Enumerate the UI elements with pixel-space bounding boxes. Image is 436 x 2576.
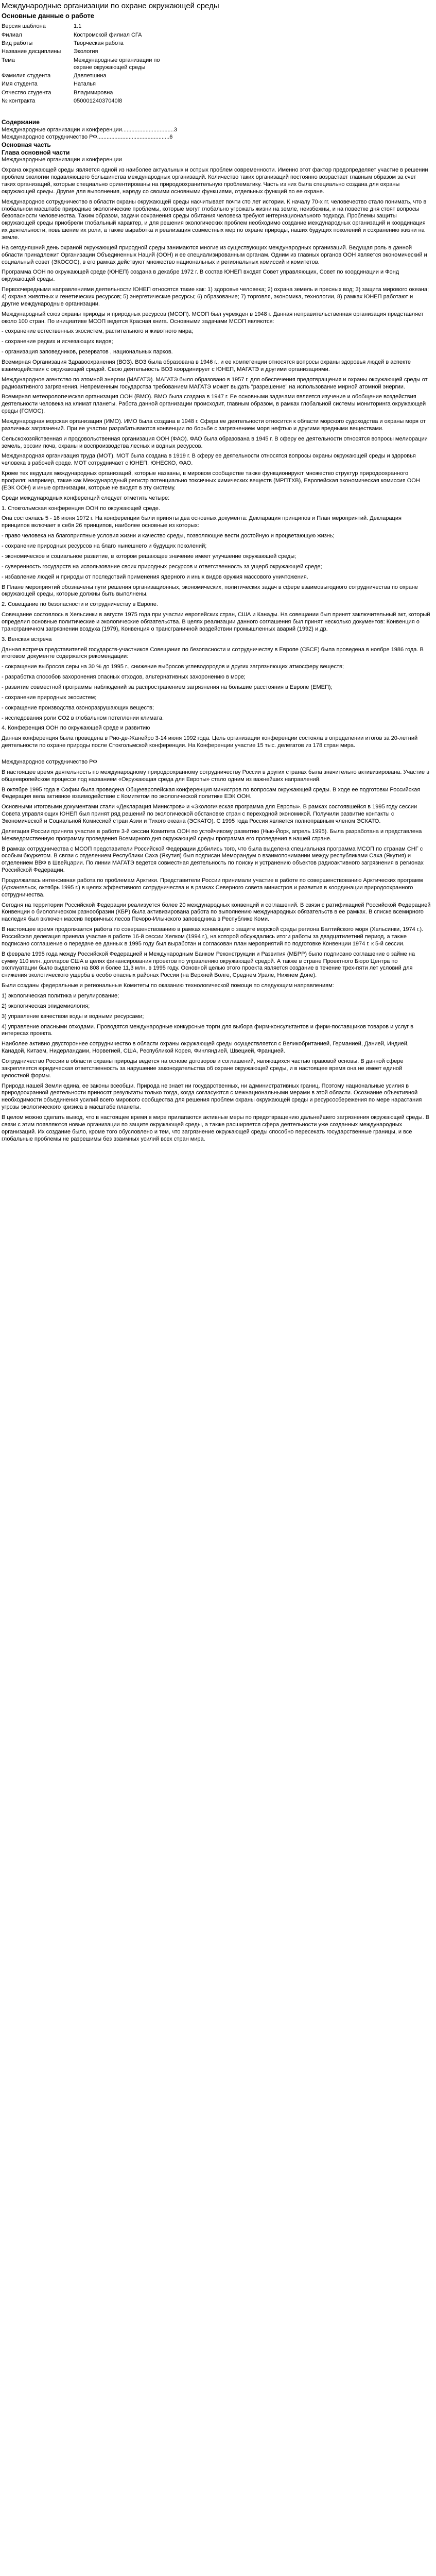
paragraph: Международное сотрудничество в области охраны окружающей среды насчитывает почти сто лет истории. К началу 70-х гг. человечество стало понимать, что в глобальном масштабе природные экологические проблемы, которые могут глобально угрожать жизни на земле, неизбежны, и на повестке дня стоят вопросы безопасности человечества. Таким образом, задачи сохранения среды обитания человека требуют интернационального подхода. Проблемы защиты окружающей среды приобрели глобальный характер, и для решения экологических проблем необходимо создание международных организаций и координация их деятельности, повышение их роли, а также выработка и реализация совместных мер по охране природы, наших будущих поколений и сохранению жизни на земле.: [2, 198, 427, 241]
paragraph: Международные организации и конференции: [2, 157, 122, 163]
paragraph: 2. Совещание по безопасности и сотрудничеству в Европе.: [2, 601, 158, 608]
paragraph: Международное сотрудничество РФ: [2, 758, 97, 765]
meta-value: Давлетшина: [74, 73, 107, 79]
main-heading: Основная часть: [2, 141, 51, 149]
paragraph: - суверенность государств на использование своих природных ресурсов и ответственность за ущерб окружающей среде;: [2, 563, 322, 570]
meta-value: 05000124037040l8: [74, 98, 123, 105]
paragraph: 3. Венская встреча: [2, 636, 52, 642]
paragraph: Основными итоговыми документами стали «Декларация Министров» и «Экологическая программа для Европы». В рамках состоявшейся в 1995 году сессии Совета управляющих ЮНЕП был принят ряд решений по экологической обстановке стран с переходной экономикой. Получили развитие контакты с Экономической и Социальной Комиссией стран Азии и Тихого океана (ЭСКАТО). С 1995 года Россия является полноправным членом ЭСКАТО.: [2, 804, 417, 824]
document-title: Международные организации по охране окружающей среды: [2, 2, 219, 10]
paragraph: Данная конференция была проведена в Рио-де-Жанейро 3-14 июня 1992 года. Цель организации конференции состояла в определении итогов за 20-летний деятельности по охране природы после Стокгольмской конференции. На Конференции участие 15 тыс. делегатов из 178 стран мира.: [2, 735, 418, 749]
toc-heading: Содержание: [2, 118, 40, 126]
paragraph: Первоочередными направлениями деятельности ЮНЕП относятся такие как: 1) здоровье человека; 2) охрана земель и пресных вод; 3) защита мирового океана; 4) охрана животных и генетических ресурсов; 5) энергетические ресурсы; 6) образование; 7) торговля, экономика, технологии, 8) рамках ЮНЕП работают и другие международные организации.: [2, 286, 429, 307]
paragraph: Сельскохозяйственная и продовольственная организация ООН (ФАО). ФАО была образована в 1945 г. В сферу ее деятельности относятся вопросы мелиорации земель, эрозии почв, охраны и воспроизводства лесных и водных ресурсов.: [2, 435, 428, 449]
paragraph: - разработка способов захоронения опасных отходов, альтернативных захоронению в море;: [2, 674, 246, 681]
paragraph: - сохранение редких и исчезающих видов;: [2, 338, 113, 345]
meta-key: № контракта: [2, 98, 36, 105]
paragraph: Совещание состоялось в Хельсинки в августе 1975 года при участии европейских стран, США и Канады. На совещании был принят заключительный акт, который определил основные политические и экологические обязательства. В целях реализации данного соглашения был принят несколько документов: Конвенция о трансграничном загрязнении воздуха (1979), Конвенция о трансграничной воздействии промышленных аварий (1992) и др.: [2, 612, 430, 632]
meta-value: Творческая работа: [74, 40, 124, 46]
paragraph: В феврале 1995 года между Российской Федерацией и Международным Банком Реконструкции и Развития (МБРР) было подписано соглашение о займе на сумму 110 млн. долларов США в целях финансирования проектов по управлению окружающей средой. А также в стране Проектного Бюро Центра по эксплуатации было выделено на 808 и более 11,3 млн. в 1995 году. Основной целью этого проекта является создание в течение трех-пяти лет условий для снижения экологического ущерба в особо опасных районах России (на Верхней Волге, Среднем Урале, Нижнем Доне).: [2, 951, 415, 979]
meta-value: Экология: [74, 48, 98, 55]
chapter-heading: Глава основной части: [2, 149, 70, 157]
paragraph: 4) управление опасными отходами. Проводятся международные конкурсные торги для выбора фирм-консультантов и фирм-поставщиков товаров и услуг в интересах проекта.: [2, 1023, 414, 1037]
meta-row: [2, 31, 166, 39]
paragraph: 4. Конференция ООН по окружающей среде и развитию: [2, 725, 150, 732]
paragraph: Среди международных конференций следует отметить четыре:: [2, 495, 170, 501]
paragraph: 3) управление качеством воды и водными ресурсами;: [2, 1013, 144, 1020]
meta-value: Международные организации по охране окружающей среды: [74, 57, 160, 71]
paragraph: Международное агентство по атомной энергии (МАГАТЭ). МАГАТЭ было образовано в 1957 г. для обеспечения предотвращения и охраны окружающей среды от радиоактивного загрязнения. Непременным государства требованием МАГАТЭ может выдать "разрешение" на использование мирной атомной энергии.: [2, 376, 428, 390]
meta-table: [2, 22, 166, 105]
paragraph: В Плане мероприятий обозначены пути решения организационных, экономических, политических задач в сфере взаимовыгодного сотрудничества по охране окружающей среды, которые должны быть выполнены.: [2, 584, 418, 598]
paragraph: В октябре 1995 года в Софии была проведена Общеевропейская конференция министров по вопросам окружающей среды. В ходе ее подготовки Российская Федерация вела активное взаимодействие с Комитетом по экологической политике ЕЭК ООН.: [2, 786, 421, 800]
meta-row: [2, 89, 166, 97]
paragraph: Делегация России приняла участие в работе 3-й сессии Комитета ООН по устойчивому развитию (Нью-Йорк, апрель 1995). Была разработана и представлена Межведомственную программу проведения Всемирного дня окружающей среды программа его проведения в нашей стране.: [2, 828, 422, 842]
paragraph: - развитие совместной программы наблюдений за распространением загрязнения на большие расстояния в Европе (ЕМЕП);: [2, 684, 333, 690]
meta-row: [2, 39, 166, 47]
section-spacer: [2, 753, 431, 759]
toc-entry[interactable]: Международное сотрудничество РФ..............................................6: [2, 134, 173, 141]
paragraph: Международная морская организация (ИМО). ИМО была создана в 1948 г. Сфера ее деятельности относится к области морского судоходства и охраны моря от различных загрязнений. При ее участии разрабатываются конвенции по борьбе с загрязнением моря нефтью и другими вредными веществами.: [2, 418, 426, 432]
paragraph: В рамках сотрудничества с МСОП представители Российской Федерации добились того, что была выделена специальная программа МСОП по странам СНГ с особым бюджетом. В связи с отделением Республики Саха (Якутия) был подписан Меморандум о взаимопонимании между республиками Саха (Якутия) и отделением ВВФ в Швейцарии. По линии МАГАТЭ ведется совместная деятельность по поиску и устранению объектов радиоактивного загрязнения в регионах Российской Федерации.: [2, 845, 424, 874]
body-text: [2, 157, 431, 1143]
paragraph: Данная встреча представителей государств-участников Совещания по безопасности и сотрудничеству в Европе (СБСЕ) была проведена в ноябре 1986 года. В итоговом документе содержатся рекомендации:: [2, 646, 424, 660]
paragraph: Всемирная Организация Здравоохранения (ВОЗ). ВОЗ была образована в 1946 г., и ее компетенции относятся вопросы охраны здоровья людей в аспекте взаимодействия с окружающей средой. Свою деятельность ВОЗ координирует с ЮНЕП, МАГАТЭ и другими организациями.: [2, 359, 411, 372]
paragraph: 1) экологическая политика и регулирование;: [2, 993, 119, 999]
paragraph: Международный союз охраны природы и природных ресурсов (МСОП). МСОП был учрежден в 1948 г. Данная неправительственная организация представляет около 100 стран. По инициативе МСОП ведется Красная книга. Основными задачами МСОП являются:: [2, 311, 424, 325]
meta-key: Тема: [2, 57, 15, 63]
meta-value: 1.1: [74, 23, 82, 30]
paragraph: Кроме тех ведущих международных организаций, которые названы, в мировом сообществе также функционируют множество структур природоохранного профиля: например, такие как Международный регистр потенциально токсичных химических веществ (МРПТХВ), Европейская экономическая комиссия ООН (ЕЭК ООН) и иные организации, которые не входят в эту систему.: [2, 470, 420, 491]
meta-key: Версия шаблона: [2, 23, 46, 30]
meta-row: [2, 97, 166, 105]
meta-key: Вид работы: [2, 40, 33, 46]
paragraph: На сегодняшний день охраной окружающей природной среды занимаются многие из существующих международных организаций. Ведущая роль в данной области принадлежит Организации Объединенных Наций (ООН) и ее специализированным органам. Одним из главных органов ООН является экономический и социальный совет (ЭКОСОС), в его рамках действуют множество национальных и региональных комиссий и комитетов.: [2, 244, 427, 265]
meta-heading: Основные данные о работе: [2, 12, 95, 20]
meta-key: Фамилия студента: [2, 73, 51, 79]
meta-key: Имя студента: [2, 81, 38, 88]
paragraph: Природа нашей Земли едина, ее законы всеобщи. Природа не знает ни государственных, ни административных границ. Поэтому национальные усилия в природоохранной деятельности приносят результаты только тогда, когда согласуются с межнациональными мерами в этой области. Осознание объективной необходимости объединения усилий всего мирового сообщества для решения проблем охраны окружающей среды и ресурсосбережения по мере нарастания угрозы экологического кризиса в масштабе планеты.: [2, 1082, 422, 1111]
document-page: [0, 0, 436, 1153]
meta-row: [2, 22, 166, 30]
paragraph: Сегодня на территории Российской Федерации реализуется более 20 международных конвенций и соглашений. В связи с ратификацией Российской Федерацией Конвенции о биологическом разнообразии (КБР) была активизирована работа по выполнению международных обязательств в ее рамках. В списке всемирного наследия был включен массив первичных лесов Печоро-Илычского заповедника в Республике Коми.: [2, 902, 431, 923]
paragraph: Наиболее активно двустороннее сотрудничество в области охраны окружающей среды осуществляется с Великобританией, Германией, Данией, Индией, Канадой, Китаем, Нидерландами, Норвегией, США, Республикой Корея, Финляндией, Швецией, Францией.: [2, 1041, 409, 1055]
paragraph: Она состоялась 5 - 16 июня 1972 г. На конференции были приняты два основных документа: Декларация принципов и План мероприятий. Декларация принципов включает в себя 26 принципов, наиболее основные из которых:: [2, 515, 402, 529]
paragraph: - избавление людей и природы от последствий применения ядерного и иных видов оружия массового уничтожения.: [2, 573, 308, 580]
toc-entry[interactable]: Международные организации и конференции.................................3: [2, 127, 177, 133]
meta-key: Филиал: [2, 31, 22, 38]
paragraph: В настоящее время продолжается работа по совершенствованию в рамках конвенции о защите морской среды региона Балтийского моря (Хельсинки, 1974 г.). Российская делегация приняла участие в работе 16-й сессии Хелком (1994 г.), на которой обсуждались итоги работы за двадцатилетний период, а также подписано соглашение о передаче ее данных в 1995 году был выработан и согласован план мероприятий по подготовке Конвенции 1974 г. к 5-й сессии.: [2, 926, 424, 947]
paragraph: Были созданы федеральные и региональные Комитеты по оказанию технологической помощи по следующим направлениям:: [2, 982, 334, 989]
paragraph: Сотрудничество России в области охраны природы ведется на основе договоров и соглашений, являющихся частью правовой основы. В данной сфере закрепляется юридическая ответственность за нарушение законодательства об охране окружающей среды, и в настоящее время она не имеет единой целостной формы.: [2, 1058, 404, 1079]
paragraph: Международная организация труда (МОТ). МОТ была создана в 1919 г. В сферу ее деятельности относятся вопросы охраны окружающей среды и здоровья человека в рабочей среде. МОТ сотрудничает с ЮНЕП, ЮНЕСКО, ФАО.: [2, 453, 416, 467]
paragraph: В настоящее время деятельность по международному природоохранному сотрудничеству России в других странах была значительно активизирована. Участие в общеевропейском процессе под названием «Окружающая среда для Европы» стало одним из важнейших направлений.: [2, 769, 430, 783]
paragraph: 1. Стокгольмская конференция ООН по окружающей среде.: [2, 505, 160, 512]
meta-key: Название дисциплины: [2, 48, 61, 55]
paragraph: - право человека на благоприятные условия жизни и качество среды, позволяющие вести достойную и процветающую жизнь;: [2, 533, 335, 539]
meta-row: [2, 72, 166, 80]
paragraph: - сокращение производства озоноразрушающих веществ;: [2, 704, 154, 711]
paragraph: В целом можно сделать вывод, что в настоящее время в мире прилагаются активные меры по предотвращению дальнейшего загрязнения окружающей среды. В связи с этим появляются новые организации по защите окружающей среды, а также расширяется сфера деятельности уже созданных международных организаций. Их создание было, кроме того обусловлено и тем, что загрязнение окружающей среды способно пересекать государственные границы, и все глобальные проблемы не разрешимы без взаимных усилий всех стран мира.: [2, 1114, 430, 1142]
paragraph: 2) экологическая эпидемиология;: [2, 1003, 90, 1009]
paragraph: - сокращение выбросов серы на 30 % до 1995 г., снижение выбросов углеводородов и других загрязняющих атмосферу веществ;: [2, 664, 344, 670]
meta-key: Отчество студента: [2, 89, 51, 96]
meta-value: Костромской филиал СГА: [74, 31, 142, 38]
paragraph: - сохранение природных ресурсов на благо нынешнего и будущих поколений;: [2, 543, 207, 550]
paragraph: - экономическое и социальное развитие, в котором решающее значение имеет улучшение окружающей среды;: [2, 553, 297, 560]
meta-value: Владимировна: [74, 89, 113, 96]
paragraph: - сохранение природных экосистем;: [2, 694, 97, 701]
paragraph: Охрана окружающей среды является одной из наиболее актуальных и острых проблем современности. Именно этот фактор предопределяет участие в решении проблем экологии подавляющего большинства международных организаций. Количество таких организаций постоянно возрастает главным образом за счет таких организаций, которые специально ориентированы на природоохранительную проблематику. Часть из них была специально создана для охраны окружающей среды. Другие для выполнения, наряду со своими основными функциями, отдельных функций по ее охране.: [2, 167, 428, 195]
paragraph: - организация заповедников, резерватов , национальных парков.: [2, 349, 173, 355]
meta-row: [2, 56, 166, 72]
paragraph: - исследования роли СО2 в глобальном потеплении климата.: [2, 715, 164, 721]
toc-list: [2, 127, 431, 141]
paragraph: Программа ООН по окружающей среде (ЮНЕП) создана в декабре 1972 г. В состав ЮНЕП входят Совет управляющих, Совет по координации и Фонд окружающей среды.: [2, 269, 399, 283]
paragraph: Продолжалась интенсивная работа по проблемам Арктики. Представители России принимали участие в работе по совершенствованию Арктических программ (Архангельск, октябрь 1995 г.) в целях эффективного сотрудничества и в рамках Северного совета министров и развития в координации природоохранного сотрудничества.: [2, 877, 423, 898]
meta-row: [2, 47, 166, 56]
paragraph: - сохранение естественных экосистем, растительного и животного мира;: [2, 328, 194, 335]
meta-row: [2, 80, 166, 88]
meta-value: Наталья: [74, 81, 96, 88]
paragraph: Всемирная метеорологическая организация ООН (ВМО). ВМО была создана в 1947 г. Ее основными задачами является изучение и обобщение воздействия деятельности человека на климат планеты. Работа данной организации происходит, главным образом, в рамках глобальной системы мониторинга окружающей среды (ГСМОС).: [2, 394, 426, 415]
